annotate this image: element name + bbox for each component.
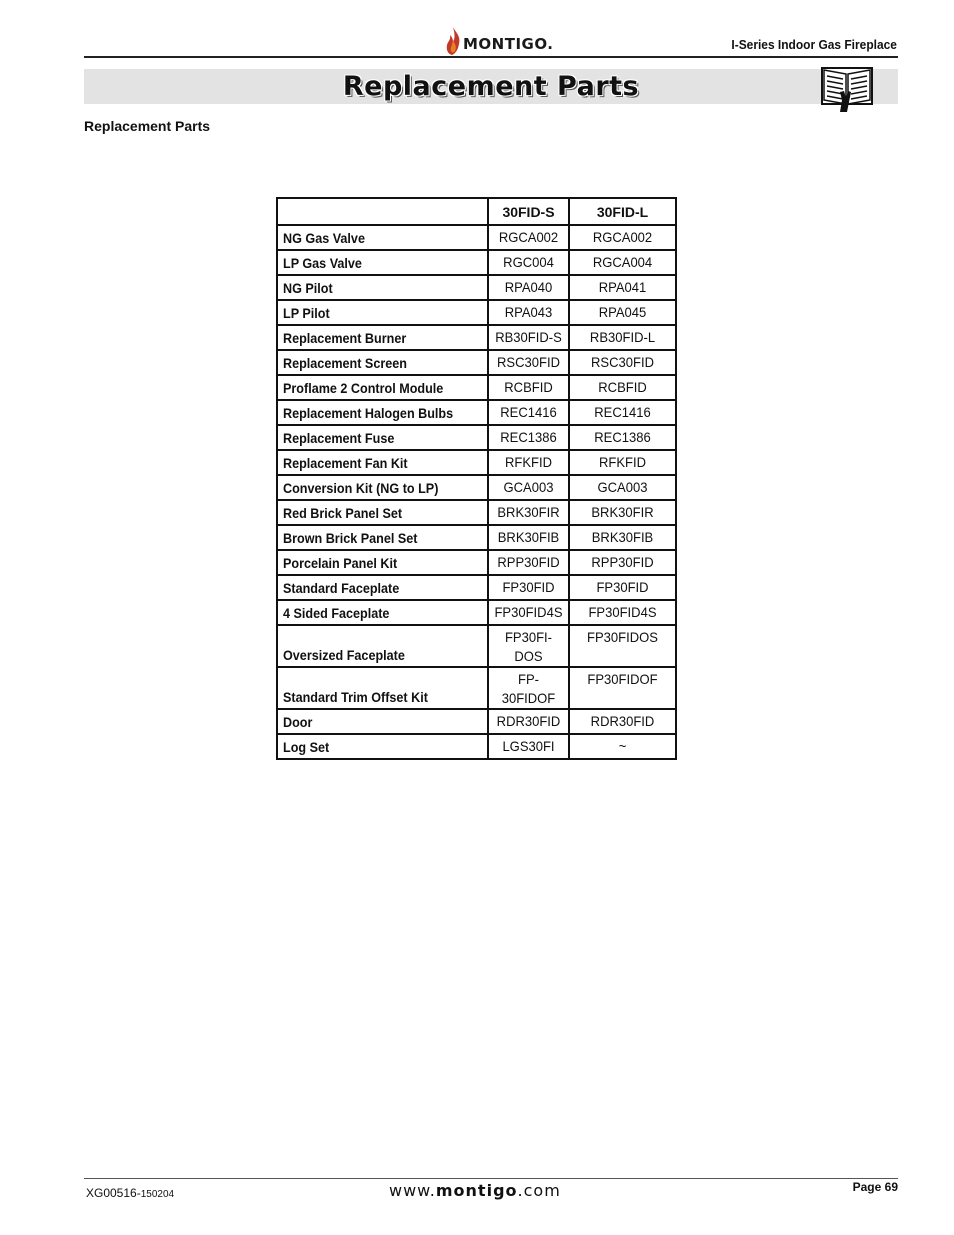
part-number-l: FP30FID <box>596 579 649 595</box>
part-name: Replacement Burner <box>283 330 407 346</box>
part-number-s: RPA043 <box>504 304 553 320</box>
part-number-30fid-s <box>488 350 569 375</box>
part-number-30fid-s <box>488 375 569 400</box>
table-row <box>277 575 676 600</box>
part-number-30fid-s <box>488 425 569 450</box>
column-header-30fid-s: 30FID-S <box>488 198 569 225</box>
table-row <box>277 400 676 425</box>
part-name-cell <box>277 400 488 425</box>
table-row <box>277 625 676 667</box>
part-number-s: LGS30FI <box>502 738 555 754</box>
table-row <box>277 275 676 300</box>
page-number: Page 69 <box>852 1180 898 1194</box>
url-prefix: www. <box>389 1181 436 1200</box>
part-number-s: BRK30FIR <box>497 504 560 520</box>
part-number-s: RFKFID <box>504 454 553 470</box>
part-name-cell <box>277 550 488 575</box>
part-name: Standard Trim Offset Kit <box>283 689 428 705</box>
part-name: NG Gas Valve <box>283 230 365 246</box>
part-number-30fid-s <box>488 225 569 250</box>
part-number-s: FP30FID4S <box>494 604 563 620</box>
part-number-l: RGCA002 <box>592 229 653 245</box>
part-name-cell <box>277 275 488 300</box>
header-rule <box>84 56 898 58</box>
table-row <box>277 500 676 525</box>
flame-icon <box>444 26 462 56</box>
open-manual-icon <box>820 66 874 114</box>
table-row <box>277 375 676 400</box>
part-name: NG Pilot <box>283 280 333 296</box>
table-row <box>277 450 676 475</box>
part-number-s: FP30FID <box>502 579 555 595</box>
part-number-l: RPA041 <box>598 279 647 295</box>
part-number-30fid-s <box>488 525 569 550</box>
table-row <box>277 250 676 275</box>
part-number-30fid-s <box>488 500 569 525</box>
part-number-l: FP30FID4S <box>588 604 657 620</box>
part-name-cell <box>277 667 488 709</box>
part-name-cell <box>277 325 488 350</box>
footer-rule <box>84 1178 898 1179</box>
part-number-30fid-s <box>488 275 569 300</box>
part-number-l: ~ <box>618 738 627 754</box>
part-name: Replacement Fuse <box>283 430 395 446</box>
table-row <box>277 550 676 575</box>
part-name: Proflame 2 Control Module <box>283 380 444 396</box>
part-number-30fid-l <box>569 575 676 600</box>
part-number-30fid-l <box>569 667 676 709</box>
logo-text: MONTIGO. <box>463 35 554 53</box>
part-number-l: REC1416 <box>594 404 651 420</box>
part-name-cell <box>277 734 488 759</box>
part-number-30fid-s <box>488 600 569 625</box>
website-url <box>389 1181 561 1200</box>
table-row <box>277 667 676 709</box>
part-number-l: BRK30FIB <box>591 529 654 545</box>
part-number-30fid-s <box>488 550 569 575</box>
part-number-30fid-l <box>569 525 676 550</box>
part-name-cell <box>277 600 488 625</box>
table-row <box>277 525 676 550</box>
part-number-l: RB30FID-L <box>589 329 656 345</box>
part-number-30fid-l <box>569 425 676 450</box>
part-name: Replacement Fan Kit <box>283 455 408 471</box>
part-number-30fid-s <box>488 625 569 667</box>
part-name: Brown Brick Panel Set <box>283 530 418 546</box>
table-header-row <box>277 198 676 225</box>
part-number-30fid-l <box>569 709 676 734</box>
part-number-l: RDR30FID <box>590 713 655 729</box>
part-number-l: RPP30FID <box>591 554 654 570</box>
part-number-30fid-s <box>488 450 569 475</box>
part-number-30fid-l <box>569 600 676 625</box>
part-number-30fid-l <box>569 250 676 275</box>
table-row <box>277 300 676 325</box>
part-number-30fid-l <box>569 550 676 575</box>
part-name: Red Brick Panel Set <box>283 505 403 521</box>
part-name-cell <box>277 225 488 250</box>
part-name: Conversion Kit (NG to LP) <box>283 480 439 496</box>
part-name-cell <box>277 425 488 450</box>
replacement-parts-table <box>276 197 677 760</box>
part-name-cell <box>277 500 488 525</box>
part-name-cell <box>277 575 488 600</box>
table-row <box>277 350 676 375</box>
part-name: Standard Faceplate <box>283 580 400 596</box>
column-header-30fid-l: 30FID-L <box>569 198 676 225</box>
part-number-30fid-l <box>569 350 676 375</box>
document-title: I-Series Indoor Gas Fireplace <box>731 37 897 52</box>
part-number-l: RSC30FID <box>591 354 654 370</box>
part-number-30fid-l <box>569 275 676 300</box>
part-number-s: REC1386 <box>500 429 557 445</box>
part-name: LP Gas Valve <box>283 255 362 271</box>
part-name-cell <box>277 625 488 667</box>
part-number-l: BRK30FIR <box>591 504 654 520</box>
part-number-s: RGCA002 <box>498 229 559 245</box>
part-name: 4 Sided Faceplate <box>283 605 390 621</box>
part-number-l: RGCA004 <box>592 254 653 270</box>
document-code <box>86 1186 174 1200</box>
part-number-30fid-s <box>488 250 569 275</box>
part-number-l: FP30FIDOF <box>587 671 658 687</box>
url-brand: montigo <box>435 1181 518 1200</box>
part-name: Replacement Screen <box>283 355 407 371</box>
part-name-cell <box>277 450 488 475</box>
part-number-30fid-l <box>569 734 676 759</box>
part-number-30fid-l <box>569 500 676 525</box>
table-row <box>277 734 676 759</box>
part-number-s: FP30FI- DOS <box>504 629 553 664</box>
part-name-cell <box>277 350 488 375</box>
part-number-30fid-l <box>569 450 676 475</box>
part-number-s: BRK30FIB <box>497 529 560 545</box>
part-number-l: REC1386 <box>594 429 651 445</box>
table-row <box>277 325 676 350</box>
part-name-cell <box>277 525 488 550</box>
part-number-s: RDR30FID <box>496 713 561 729</box>
part-number-s: FP- 30FIDOF <box>501 671 556 706</box>
part-name-cell <box>277 375 488 400</box>
part-number-l: RPA045 <box>598 304 647 320</box>
document-code-main: XG00516- <box>86 1186 141 1200</box>
montigo-logo <box>444 24 553 56</box>
column-header-part <box>277 198 488 225</box>
part-number-l: GCA003 <box>597 479 648 495</box>
part-number-30fid-s <box>488 325 569 350</box>
part-number-30fid-s <box>488 475 569 500</box>
part-number-30fid-l <box>569 375 676 400</box>
part-name-cell <box>277 250 488 275</box>
part-number-30fid-l <box>569 475 676 500</box>
part-number-30fid-s <box>488 300 569 325</box>
part-number-s: GCA003 <box>503 479 554 495</box>
part-name: Log Set <box>283 739 330 755</box>
part-name: LP Pilot <box>283 305 330 321</box>
table-row <box>277 600 676 625</box>
part-number-30fid-s <box>488 709 569 734</box>
part-number-30fid-l <box>569 400 676 425</box>
part-number-l: RFKFID <box>598 454 647 470</box>
part-number-s: RCBFID <box>504 379 553 395</box>
part-number-l: RCBFID <box>598 379 647 395</box>
part-name-cell <box>277 300 488 325</box>
part-number-s: RPA040 <box>504 279 553 295</box>
part-name: Porcelain Panel Kit <box>283 555 398 571</box>
part-number-30fid-s <box>488 734 569 759</box>
part-number-l: FP30FIDOS <box>587 629 658 645</box>
part-name-cell <box>277 475 488 500</box>
table-row <box>277 425 676 450</box>
part-name: Oversized Faceplate <box>283 647 405 663</box>
part-name: Door <box>283 714 313 730</box>
section-heading: Replacement Parts <box>84 118 211 134</box>
part-number-s: RSC30FID <box>497 354 560 370</box>
part-number-30fid-s <box>488 400 569 425</box>
url-suffix: .com <box>517 1181 561 1200</box>
part-number-30fid-l <box>569 225 676 250</box>
part-number-s: RPP30FID <box>497 554 560 570</box>
part-number-30fid-l <box>569 325 676 350</box>
page-title: Replacement Parts <box>342 71 640 102</box>
part-number-s: REC1416 <box>500 404 557 420</box>
document-code-suffix: 150204 <box>140 1189 175 1200</box>
table-row <box>277 475 676 500</box>
part-number-30fid-s <box>488 667 569 709</box>
part-number-30fid-l <box>569 300 676 325</box>
part-number-s: RB30FID-S <box>495 329 562 345</box>
part-name: Replacement Halogen Bulbs <box>283 405 454 421</box>
table-row <box>277 709 676 734</box>
part-name-cell <box>277 709 488 734</box>
table-row <box>277 225 676 250</box>
part-number-30fid-l <box>569 625 676 667</box>
title-band <box>84 69 898 104</box>
table-body <box>277 225 676 759</box>
part-number-30fid-s <box>488 575 569 600</box>
part-number-s: RGC004 <box>503 254 554 270</box>
